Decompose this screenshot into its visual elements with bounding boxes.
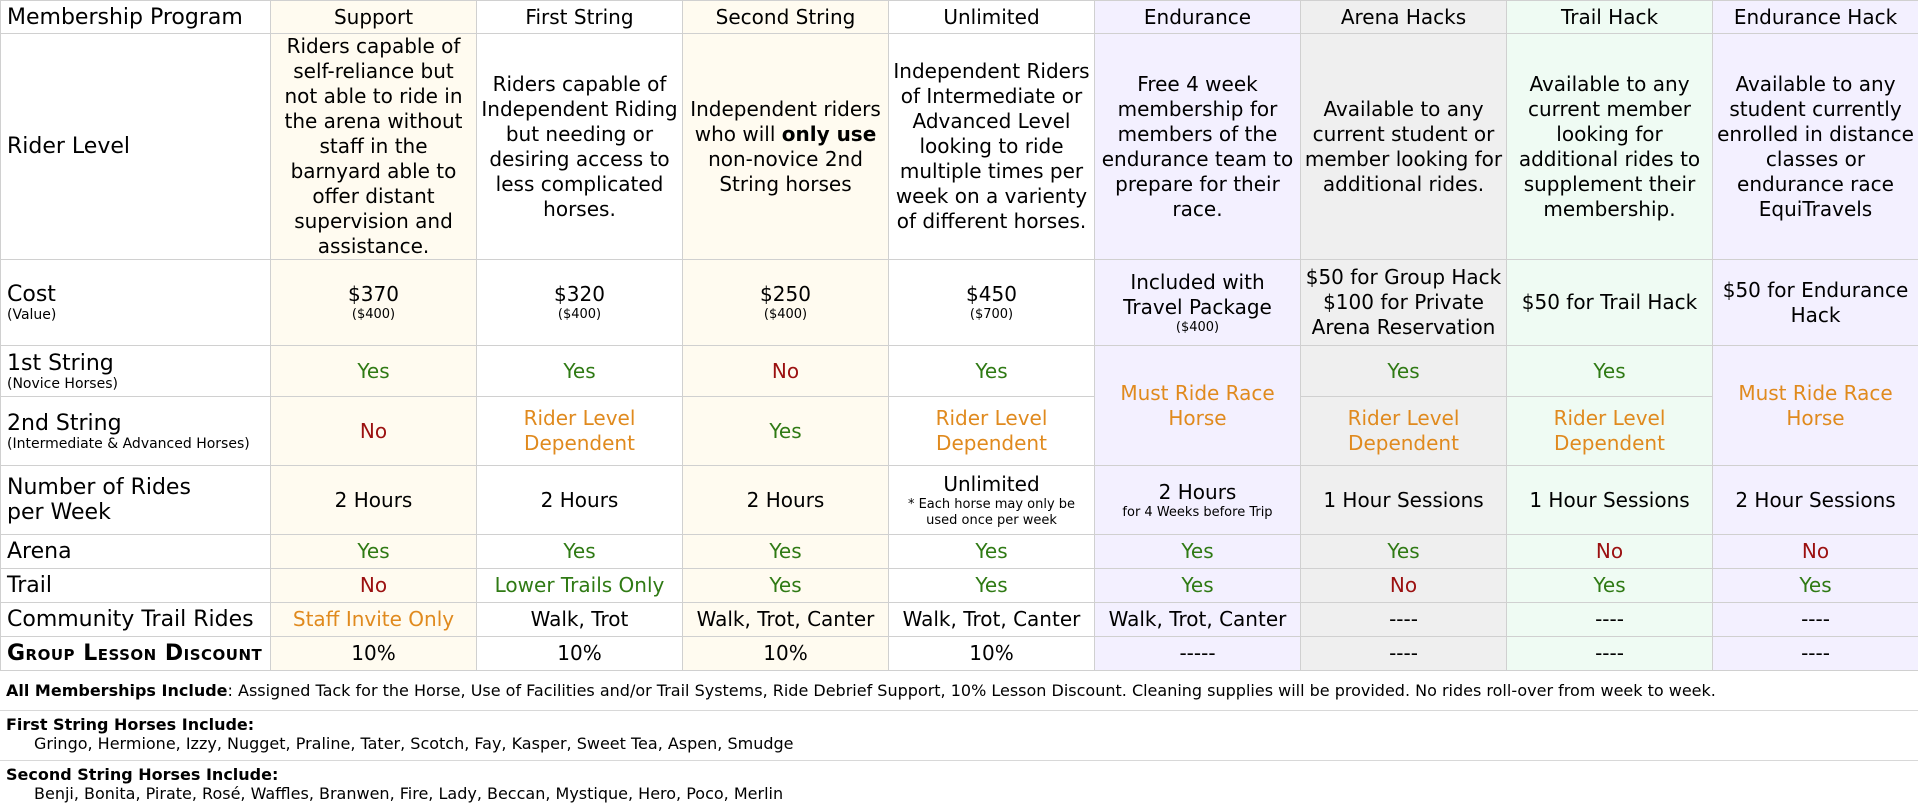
rider-level-unlimited: Independent Riders of Intermediate or Advanced Level looking to ride multiple times per week on a varienty of different horses. <box>889 34 1095 260</box>
trail-second-string: Yes <box>683 569 889 603</box>
second-string-arena-hacks: Rider Level Dependent <box>1301 397 1507 466</box>
cost-main: Included with Travel Package <box>1123 270 1272 319</box>
trail-endurance-hack: Yes <box>1713 569 1918 603</box>
discount-unlimited: 10% <box>889 637 1095 671</box>
note-second-string-horses <box>0 761 1918 809</box>
cost-main: $450 <box>966 282 1017 306</box>
cost-value: ($400) <box>274 307 473 323</box>
rider-level-arena-hacks: Available to any current student or member looking for additional rides. <box>1301 34 1507 260</box>
rider-level-endurance-hack: Available to any student currently enrolled in distance classes or endurance race EquiTravels <box>1713 34 1918 260</box>
cost-arena-hacks: $50 for Group Hack $100 for Private Arena Reservation <box>1301 260 1507 346</box>
endurance-must-ride-race-horse: Must Ride Race Horse <box>1095 346 1301 466</box>
cost-main: $370 <box>348 282 399 306</box>
header-row <box>1 1 1918 34</box>
rides-first-string: 2 Hours <box>477 466 683 535</box>
rides-endurance <box>1095 466 1301 535</box>
rides-label-line1: Number of Rides <box>7 475 191 500</box>
col-header-second-string: Second String <box>683 1 889 34</box>
rider-level-second-text: Independent riders who will <box>690 97 881 146</box>
note-first-text: Gringo, Hermione, Izzy, Nugget, Praline, Tater, Scotch, Fay, Kasper, Sweet Tea, Aspen, Smudge <box>6 734 1912 753</box>
community-endurance: Walk, Trot, Canter <box>1095 603 1301 637</box>
first-string-sublabel: (Novice Horses) <box>7 376 267 392</box>
cost-value: ($400) <box>686 307 885 323</box>
cost-sublabel: (Value) <box>7 307 267 323</box>
discount-first-string: 10% <box>477 637 683 671</box>
rides-support: 2 Hours <box>271 466 477 535</box>
row-label-second-string <box>1 397 271 466</box>
arena-trail-hack: No <box>1507 535 1713 569</box>
notes-section <box>0 671 1918 809</box>
arena-unlimited: Yes <box>889 535 1095 569</box>
cost-label: Cost <box>7 282 56 307</box>
rider-level-second-bold: only use <box>782 122 877 146</box>
row-label-first-string <box>1 346 271 397</box>
second-string-unlimited: Rider Level Dependent <box>889 397 1095 466</box>
arena-arena-hacks: Yes <box>1301 535 1507 569</box>
cost-first-string <box>477 260 683 346</box>
community-first-string: Walk, Trot <box>477 603 683 637</box>
rides-unlimited <box>889 466 1095 535</box>
second-string-first-string: Rider Level Dependent <box>477 397 683 466</box>
rides-endurance-note: for 4 Weeks before Trip <box>1098 505 1297 521</box>
note-all-memberships <box>0 671 1918 711</box>
rider-level-first-string: Riders capable of Independent Riding but needing or desiring access to less complicated horses. <box>477 34 683 260</box>
trail-first-string: Lower Trails Only <box>477 569 683 603</box>
col-header-unlimited: Unlimited <box>889 1 1095 34</box>
first-string-label: 1st String <box>7 351 114 376</box>
cost-value: ($700) <box>892 307 1091 323</box>
discount-endurance-hack: ---- <box>1713 637 1918 671</box>
trail-arena-hacks: No <box>1301 569 1507 603</box>
col-header-support: Support <box>271 1 477 34</box>
rider-level-second-tail: non-novice 2nd String horses <box>708 147 863 196</box>
rider-level-trail-hack: Available to any current member looking for additional rides to supplement their membership. <box>1507 34 1713 260</box>
cost-second-string <box>683 260 889 346</box>
discount-second-string: 10% <box>683 637 889 671</box>
community-support: Staff Invite Only <box>271 603 477 637</box>
arena-second-string: Yes <box>683 535 889 569</box>
rides-second-string: 2 Hours <box>683 466 889 535</box>
note-second-title: Second String Horses Include: <box>6 765 278 784</box>
cost-main: $250 <box>760 282 811 306</box>
cost-trail-hack: $50 for Trail Hack <box>1507 260 1713 346</box>
trail-row <box>1 569 1918 603</box>
first-string-second-string: No <box>683 346 889 397</box>
first-string-trail-hack: Yes <box>1507 346 1713 397</box>
discount-support: 10% <box>271 637 477 671</box>
cost-value: ($400) <box>480 307 679 323</box>
col-header-first-string: First String <box>477 1 683 34</box>
community-second-string: Walk, Trot, Canter <box>683 603 889 637</box>
note-first-title: First String Horses Include: <box>6 715 254 734</box>
trail-support: No <box>271 569 477 603</box>
cost-endurance <box>1095 260 1301 346</box>
first-string-row <box>1 346 1918 397</box>
rides-trail-hack: 1 Hour Sessions <box>1507 466 1713 535</box>
note-second-text: Benji, Bonita, Pirate, Rosé, Waffles, Branwen, Fire, Lady, Beccan, Mystique, Hero, Poco, Merlin <box>6 784 1912 803</box>
first-string-unlimited: Yes <box>889 346 1095 397</box>
first-string-support: Yes <box>271 346 477 397</box>
col-header-endurance: Endurance <box>1095 1 1301 34</box>
second-string-label: 2nd String <box>7 411 122 436</box>
header-corner: Membership Program <box>1 1 271 34</box>
row-label-discount: Group Lesson Discount <box>1 637 271 671</box>
trail-trail-hack: Yes <box>1507 569 1713 603</box>
endurance-hack-must-ride-race-horse: Must Ride Race Horse <box>1713 346 1918 466</box>
rider-level-endurance: Free 4 week membership for members of the endurance team to prepare for their race. <box>1095 34 1301 260</box>
rides-endurance-hack: 2 Hour Sessions <box>1713 466 1918 535</box>
first-string-first-string: Yes <box>477 346 683 397</box>
community-arena-hacks: ---- <box>1301 603 1507 637</box>
community-trail-hack: ---- <box>1507 603 1713 637</box>
rides-endurance-main: 2 Hours <box>1159 480 1237 504</box>
rides-unlimited-note: * Each horse may only be used once per week <box>892 497 1091 529</box>
discount-trail-hack: ---- <box>1507 637 1713 671</box>
note-first-string-horses <box>0 711 1918 761</box>
row-label-cost <box>1 260 271 346</box>
rides-arena-hacks: 1 Hour Sessions <box>1301 466 1507 535</box>
second-string-second-string: Yes <box>683 397 889 466</box>
col-header-endurance-hack: Endurance Hack <box>1713 1 1918 34</box>
note-all-title: All Memberships Include <box>6 681 228 700</box>
discount-row <box>1 637 1918 671</box>
rides-unlimited-main: Unlimited <box>943 472 1039 496</box>
second-string-sublabel: (Intermediate & Advanced Horses) <box>7 436 267 452</box>
row-label-trail: Trail <box>1 569 271 603</box>
trail-unlimited: Yes <box>889 569 1095 603</box>
arena-first-string: Yes <box>477 535 683 569</box>
rides-row <box>1 466 1918 535</box>
discount-arena-hacks: ---- <box>1301 637 1507 671</box>
rider-level-row <box>1 34 1918 260</box>
arena-support: Yes <box>271 535 477 569</box>
second-string-row <box>1 397 1918 466</box>
first-string-arena-hacks: Yes <box>1301 346 1507 397</box>
row-label-community: Community Trail Rides <box>1 603 271 637</box>
second-string-trail-hack: Rider Level Dependent <box>1507 397 1713 466</box>
arena-endurance-hack: No <box>1713 535 1918 569</box>
row-label-rider-level: Rider Level <box>1 34 271 260</box>
cost-main: $320 <box>554 282 605 306</box>
cost-endurance-hack: $50 for Endurance Hack <box>1713 260 1918 346</box>
second-string-support: No <box>271 397 477 466</box>
note-all-text: : Assigned Tack for the Horse, Use of Facilities and/or Trail Systems, Ride Debrief Support, 10% Lesson Discount. Cleaning supplies will be provided. No rides roll-over from week to week. <box>228 681 1716 700</box>
discount-endurance: ----- <box>1095 637 1301 671</box>
rider-level-second-string <box>683 34 889 260</box>
rider-level-support: Riders capable of self-reliance but not able to ride in the arena without staff in the barnyard able to offer distant supervision and assistance. <box>271 34 477 260</box>
cost-value: ($400) <box>1098 320 1297 336</box>
community-unlimited: Walk, Trot, Canter <box>889 603 1095 637</box>
trail-endurance: Yes <box>1095 569 1301 603</box>
cost-support <box>271 260 477 346</box>
community-row <box>1 603 1918 637</box>
col-header-trail-hack: Trail Hack <box>1507 1 1713 34</box>
community-endurance-hack: ---- <box>1713 603 1918 637</box>
col-header-arena-hacks: Arena Hacks <box>1301 1 1507 34</box>
row-label-rides <box>1 466 271 535</box>
arena-endurance: Yes <box>1095 535 1301 569</box>
arena-row <box>1 535 1918 569</box>
rides-label-line2: per Week <box>7 500 111 525</box>
cost-unlimited <box>889 260 1095 346</box>
cost-row <box>1 260 1918 346</box>
row-label-arena: Arena <box>1 535 271 569</box>
